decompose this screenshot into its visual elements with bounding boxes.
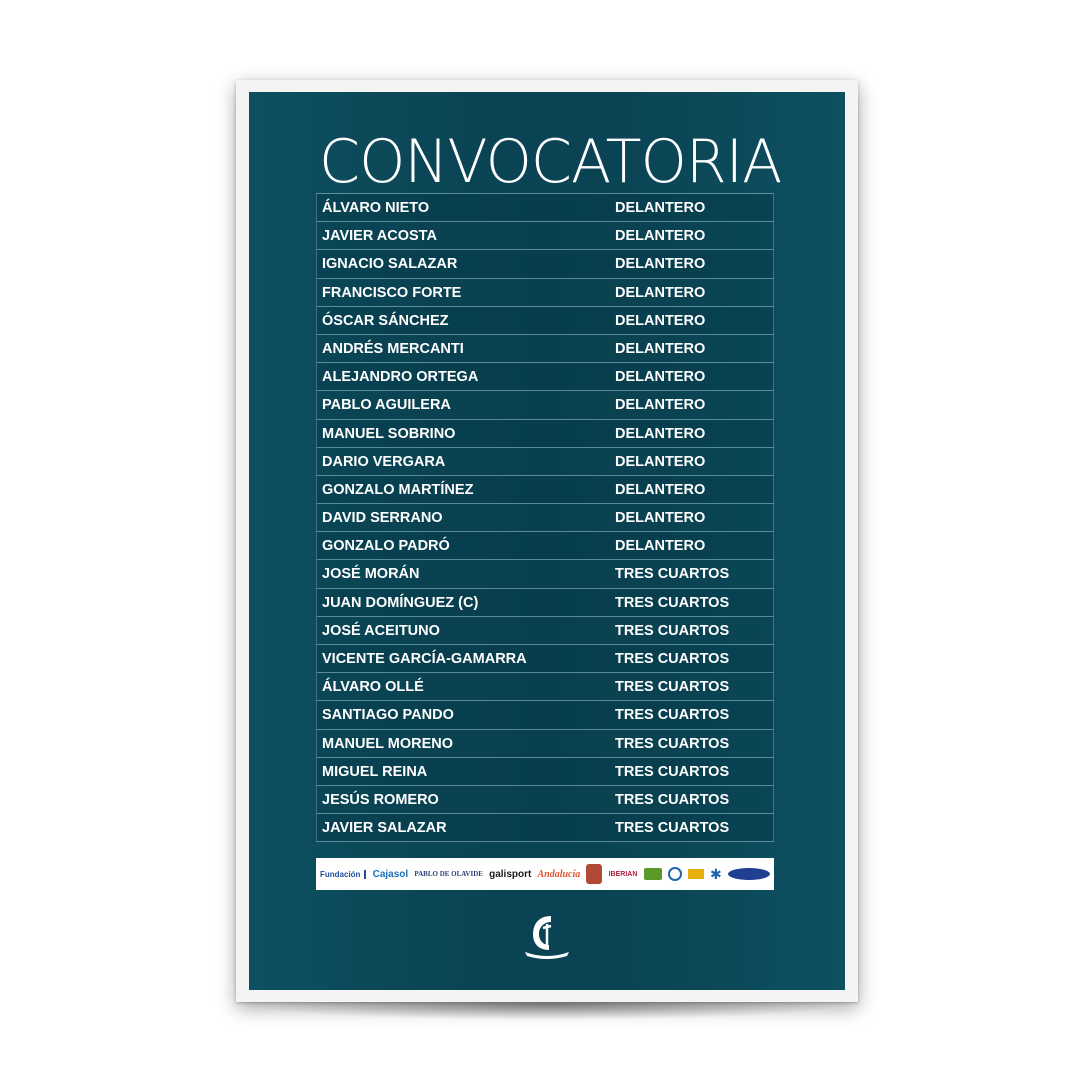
sponsor-badge-icon bbox=[586, 864, 602, 884]
sponsor-galisport: galisport bbox=[489, 868, 532, 880]
sponsor-yellow-logo-icon bbox=[688, 869, 704, 879]
roster-row bbox=[316, 335, 774, 363]
player-position: TRES CUARTOS bbox=[615, 622, 730, 639]
roster-row bbox=[316, 504, 774, 532]
sponsor-green-logo-icon bbox=[644, 868, 662, 880]
player-position: DELANTERO bbox=[615, 397, 706, 414]
player-name: GONZALO PADRÓ bbox=[322, 538, 450, 555]
player-name: ÁLVARO NIETO bbox=[322, 200, 430, 216]
roster-row bbox=[316, 532, 774, 560]
player-name: JAVIER ACOSTA bbox=[322, 228, 437, 245]
player-name: ÓSCAR SÁNCHEZ bbox=[322, 312, 449, 329]
player-name: MANUEL MORENO bbox=[322, 735, 454, 752]
player-position: TRES CUARTOS bbox=[615, 763, 730, 780]
roster-row bbox=[316, 673, 774, 701]
player-position: DELANTERO bbox=[615, 340, 706, 357]
roster-table bbox=[316, 193, 774, 842]
player-name: MIGUEL REINA bbox=[322, 763, 428, 780]
roster-row bbox=[316, 307, 774, 335]
player-name: IGNACIO SALAZAR bbox=[322, 256, 458, 273]
player-name: PABLO AGUILERA bbox=[322, 397, 451, 414]
player-name: JUAN DOMÍNGUEZ (C) bbox=[322, 594, 479, 611]
player-position: TRES CUARTOS bbox=[615, 566, 730, 583]
player-name: ANDRÉS MERCANTI bbox=[322, 340, 464, 357]
sponsor-fundacion: Fundación bbox=[320, 870, 366, 879]
player-position: TRES CUARTOS bbox=[615, 594, 730, 611]
player-position: DELANTERO bbox=[615, 256, 706, 273]
club-crest-icon bbox=[521, 912, 573, 960]
player-position: TRES CUARTOS bbox=[615, 820, 730, 837]
roster-row bbox=[316, 448, 774, 476]
player-name: ALEJANDRO ORTEGA bbox=[322, 369, 479, 386]
roster-row bbox=[316, 617, 774, 645]
roster-row bbox=[316, 391, 774, 419]
player-name: JESÚS ROMERO bbox=[322, 791, 439, 808]
roster-row bbox=[316, 222, 774, 250]
sponsor-star-logo-icon: ✱ bbox=[710, 865, 722, 882]
player-position: DELANTERO bbox=[615, 369, 706, 386]
sponsor-oval-logo-icon bbox=[728, 868, 770, 880]
player-position: DELANTERO bbox=[615, 425, 706, 442]
roster-row bbox=[316, 758, 774, 786]
roster-row bbox=[316, 645, 774, 673]
roster-row bbox=[316, 786, 774, 814]
player-name: SANTIAGO PANDO bbox=[322, 707, 454, 724]
sponsor-andalucia: Andalucía bbox=[537, 868, 581, 880]
player-name: JOSÉ ACEITUNO bbox=[322, 622, 440, 639]
poster-panel bbox=[249, 92, 845, 990]
roster-row bbox=[316, 476, 774, 504]
roster-row bbox=[316, 363, 774, 391]
player-name: JAVIER SALAZAR bbox=[322, 820, 447, 837]
player-position: DELANTERO bbox=[615, 510, 706, 527]
player-position: TRES CUARTOS bbox=[615, 791, 730, 808]
player-position: TRES CUARTOS bbox=[615, 735, 730, 752]
roster-row bbox=[316, 701, 774, 729]
poster-title: CONVOCATORIA bbox=[319, 127, 782, 197]
player-position: DELANTERO bbox=[615, 228, 706, 245]
roster-row bbox=[316, 814, 774, 842]
sponsor-round-logo-icon bbox=[668, 867, 682, 881]
player-position: DELANTERO bbox=[615, 481, 706, 498]
player-position: DELANTERO bbox=[615, 312, 706, 329]
player-name: MANUEL SOBRINO bbox=[322, 425, 456, 442]
roster-row bbox=[316, 560, 774, 588]
player-name: GONZALO MARTÍNEZ bbox=[322, 481, 474, 498]
player-position: DELANTERO bbox=[615, 538, 706, 555]
sponsor-strip bbox=[316, 858, 774, 890]
player-name: FRANCISCO FORTE bbox=[322, 284, 462, 301]
roster-row bbox=[316, 250, 774, 278]
roster-row bbox=[316, 420, 774, 448]
player-position: TRES CUARTOS bbox=[615, 651, 730, 667]
player-position: DELANTERO bbox=[615, 200, 706, 216]
sponsor-pablo-olavide: PABLO DE OLAVIDE bbox=[414, 870, 483, 878]
roster-row bbox=[316, 279, 774, 307]
player-position: DELANTERO bbox=[615, 453, 706, 470]
roster-row bbox=[316, 730, 774, 758]
player-name: DAVID SERRANO bbox=[322, 510, 443, 527]
player-name: JOSÉ MORÁN bbox=[322, 566, 420, 583]
player-position: DELANTERO bbox=[615, 284, 706, 301]
roster-row bbox=[316, 589, 774, 617]
sponsor-iberian: IBERIAN bbox=[608, 870, 638, 878]
player-name: VICENTE GARCÍA-GAMARRA bbox=[322, 651, 527, 667]
player-position: TRES CUARTOS bbox=[615, 679, 730, 696]
roster-row bbox=[316, 194, 774, 222]
player-position: TRES CUARTOS bbox=[615, 707, 730, 724]
sponsor-cajasol: Cajasol bbox=[372, 868, 409, 880]
player-name: DARIO VERGARA bbox=[322, 453, 446, 470]
player-name: ÁLVARO OLLÉ bbox=[322, 679, 424, 696]
poster bbox=[236, 80, 858, 1002]
